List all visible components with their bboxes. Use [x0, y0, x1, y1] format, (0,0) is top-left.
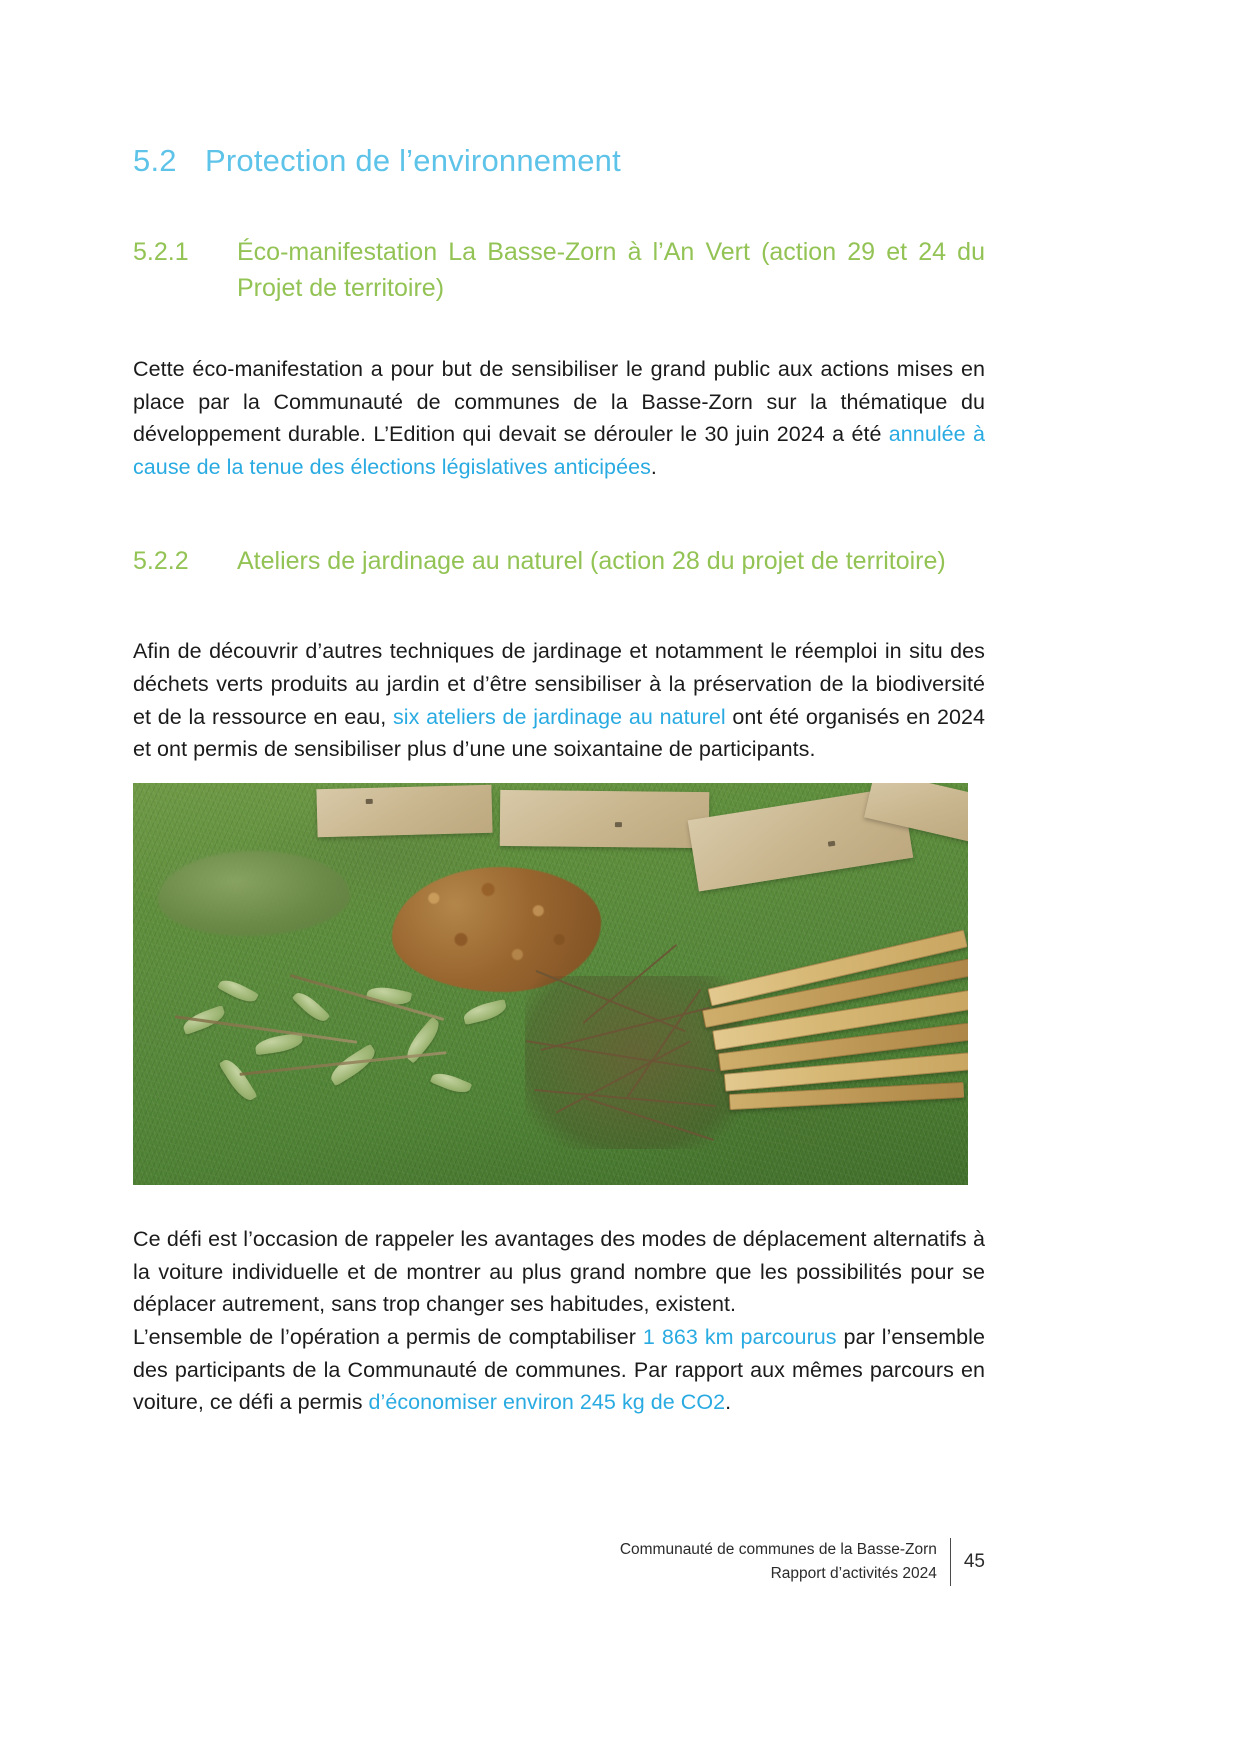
paragraph-text-part-2: ont été organisés en 2024 et ont permis de sensibiliser plus d’une une soixantaine de participants.	[133, 704, 985, 762]
paragraph-bilan-km	[133, 1321, 985, 1419]
paragraph-text-part-2: .	[650, 455, 657, 480]
cardboard-sheet	[500, 790, 709, 848]
leaf	[254, 1033, 304, 1056]
cardboard-hole	[615, 822, 622, 827]
paragraph-text-part-1: L’ensemble de l’opération a permis de comptabiliser	[133, 1324, 643, 1349]
spacer	[133, 484, 985, 544]
cardboard-hole	[365, 798, 372, 803]
leaf	[218, 975, 260, 1006]
subsection-title: Éco-manifestation La Basse-Zorn à l’An Vert (action 29 et 24 du Projet de territoire)	[237, 238, 985, 302]
photo-canvas	[133, 783, 968, 1185]
paragraph-highlight-km-parcourus: 1 863 km parcourus	[642, 1324, 837, 1349]
paragraph-text: Ce défi est l’occasion de rappeler les avantages des modes de déplacement alternatifs à la voiture individuelle et de montrer au plus grand nombre que les possibilités pour se déplacer autrement, sans trop changer ses habitudes, existent.	[133, 1226, 985, 1317]
page-footer	[0, 1538, 1240, 1586]
subsection-title: Ateliers de jardinage au naturel (action 28 du projet de territoire)	[237, 546, 946, 575]
paragraph-ateliers	[133, 635, 985, 766]
twig	[627, 988, 701, 1097]
subsection-number: 5.2.1	[133, 238, 189, 266]
paragraph-highlight-six-ateliers: six ateliers de jardinage au naturel	[393, 704, 726, 729]
wooden-planks-stack	[701, 952, 968, 1129]
subsection-number: 5.2.2	[133, 546, 189, 575]
moss-patch	[158, 851, 350, 935]
section-heading-5-2	[133, 0, 985, 179]
green-cuttings-pile	[166, 952, 567, 1153]
leaf	[430, 1069, 472, 1097]
paragraph-highlight-cancelled: annulée à cause de la tenue des élections législatives anticipées	[133, 422, 985, 480]
leaf	[462, 999, 509, 1025]
footer-organisation	[620, 1538, 950, 1586]
paragraph-text-part-1: Afin de découvrir d’autres techniques de jardinage et notamment le réemploi in situ des déchets verts produits au jardin et d’être sensibiliser à la préservation de la biodiversité et de la ressource en eau,	[133, 639, 985, 729]
subsection-heading-5-2-1	[133, 235, 985, 306]
paragraph-text-part-1: Cette éco-manifestation a pour but de sensibiliser le grand public aux actions mises en place par la Communauté de communes de la Basse-Zorn sur la thématique du développement durable. L’Edition qui devait se dérouler le 30 juin 2024 a été	[133, 357, 985, 447]
cardboard-sheet	[316, 785, 493, 838]
page-content	[133, 0, 985, 1419]
footer-line-1: Communauté de communes de la Basse-Zorn	[619, 1540, 937, 1558]
twig	[526, 1040, 715, 1072]
paragraph-defi-deplacement	[133, 1223, 985, 1321]
paragraph-eco-manifestation	[133, 353, 985, 484]
paragraph-text-part-2: par l’ensemble des participants de la Communauté de communes. Par rapport aux mêmes parcours en voiture, ce défi a permis	[133, 1324, 986, 1415]
twig	[534, 1089, 716, 1107]
leaf	[219, 1056, 258, 1105]
photo-garden-waste	[133, 783, 968, 1185]
section-number: 5.2	[133, 143, 177, 178]
subsection-heading-5-2-2	[133, 544, 985, 580]
section-title: Protection de l’environnement	[205, 143, 621, 178]
footer-line-2: Rapport d’activités 2024	[770, 1564, 937, 1582]
cardboard-hole	[828, 841, 836, 847]
paragraph-highlight-co2: d’économiser environ 245 kg de CO2	[368, 1390, 726, 1415]
paragraph-text-part-3: .	[725, 1390, 732, 1415]
leaf	[291, 988, 330, 1026]
page-number: 45	[963, 1550, 985, 1572]
